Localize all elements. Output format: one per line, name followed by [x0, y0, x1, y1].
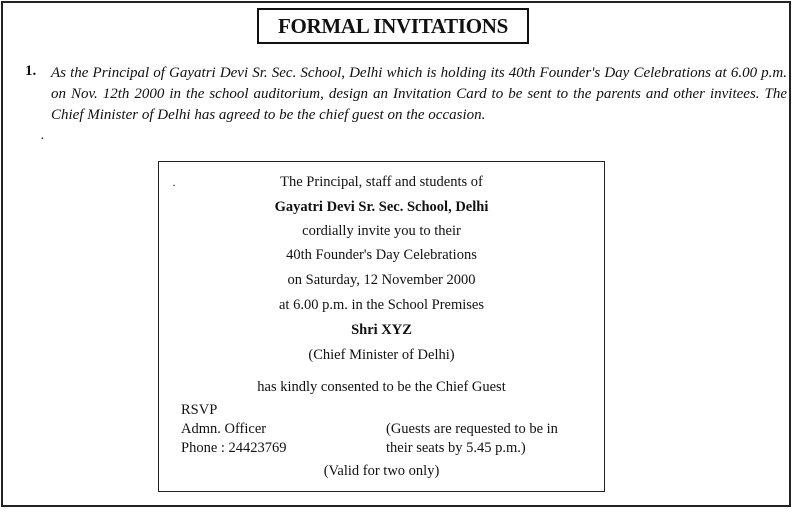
stray-mark: ·	[40, 132, 45, 147]
card-note-line: (Guests are requested to be in	[386, 421, 558, 437]
invitation-card	[158, 161, 605, 492]
card-validity: (Valid for two only)	[323, 463, 440, 479]
question-number: 1.	[25, 63, 37, 79]
card-guest-title: (Chief Minister of Delhi)	[308, 347, 455, 363]
question-text	[51, 63, 787, 126]
document-page	[1, 1, 791, 507]
card-officer: Admn. Officer	[181, 421, 267, 437]
card-rsvp: RSVP	[181, 402, 218, 418]
card-line-invite: cordially invite you to their	[302, 223, 461, 239]
card-school-name: Gayatri Devi Sr. Sec. School, Delhi	[274, 199, 489, 215]
card-guest-name: Shri XYZ	[351, 322, 412, 338]
card-line-hosts: The Principal, staff and students of	[280, 174, 483, 190]
card-line-event: 40th Founder's Day Celebrations	[286, 247, 477, 263]
question-line: be sent to the parents and other invitees. The Chief Minister of Delhi has agreed to be the chief guest	[51, 86, 788, 123]
card-note-line: their seats by 5.45 p.m.)	[386, 440, 526, 456]
stray-mark: ·	[172, 178, 176, 192]
card-line-date: on Saturday, 12 November 2000	[287, 272, 476, 288]
question-line: on the occasion.	[387, 107, 486, 123]
page-title: FORMAL INVITATIONS	[277, 13, 509, 38]
title-box	[257, 8, 529, 44]
card-line-venue: at 6.00 p.m. in the School Premises	[279, 297, 484, 313]
card-line-consent: has kindly consented to be the Chief Guest	[257, 379, 506, 395]
card-phone: Phone : 24423769	[181, 440, 287, 456]
question-line: Celebrations at 6.00 p.m. on Nov. 12th 2000 in the school auditorium, design an Invitation Card to	[51, 65, 788, 102]
question-line: As the Principal of Gayatri Devi Sr. Sec. School, Delhi which is holding its 40th Founder's Day	[51, 65, 630, 81]
